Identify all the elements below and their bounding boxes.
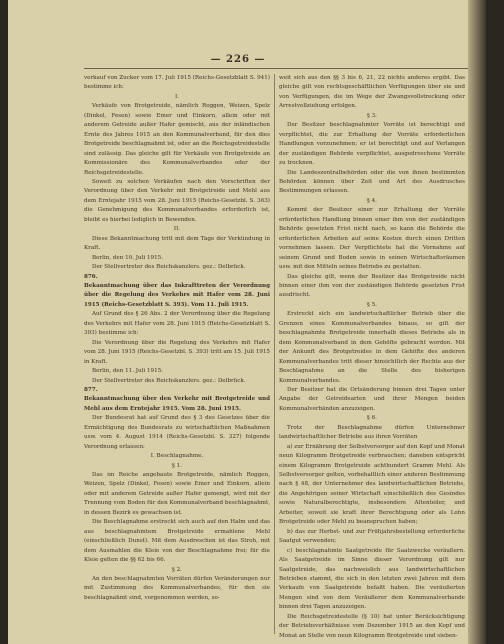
notice-title: Bekanntmachung über das Inkrafttreten der Verordnung über die Regelung des Verkehrs mit Hafer vom 28. Juni 1915 (Reichs-Gesetzblatt S. 393). Vom 11. Juli 1915. bbox=[84, 282, 270, 308]
paragraph: Erstreckt sich ein landwirtschaftlicher Betrieb über die Grenzen eines Kommunalverbandes hinaus, so gilt der beschlagnahmte Brotgetreide innerhalb dieses Betriebs als in dem Kommunalverband in dem Gehöfte gebracht worden. Mit der Ankunft des Brotgetreides in dem Gehöfte des anderen Kommunalverbandes tritt dieser hinsichtlich der Rechte aus der Beschlagnahme an die Stelle des bisherigen Kommunalverbandes. bbox=[279, 311, 465, 384]
paragraph: Trotz der Beschlagnahme dürfen Unternehmer landwirtschaftlicher Betriebe aus ihren Vorräten bbox=[279, 424, 465, 441]
paragraph: verkauf von Zucker vom 17. Juli 1915 (Reichs-Gesetzblatt S. 941) bestimme ich: bbox=[84, 75, 270, 91]
header-rule bbox=[84, 68, 468, 69]
paragraph: Der Besitzer hat die Ortsänderung binnen drei Tagen unter Angabe der Getreidearten und ihrer Mengen beiden Kommunalverbänden anzuzeigen. bbox=[279, 386, 465, 412]
paragraph: Das gleiche gilt, wenn der Besitzer das Brotgetreide nicht binnen einer ihm von der zuständigen Behörde gesetzten Frist ausdrischt. bbox=[279, 273, 465, 299]
column-separator bbox=[274, 74, 275, 634]
section-number: § 6. bbox=[367, 415, 377, 422]
left-column bbox=[84, 74, 270, 603]
paragraph: Die Reichsgetreidestelle (§ 10) hat unter Berücksichtigung der Betriebsverhältnisse vom Dezember 1915 an den Kopf und Monat an Stelle von neun Kilogramm Brotgetreide und sieben- bbox=[279, 613, 465, 639]
paragraph: Auf Grund des § 26 Abs. 2 der Verordnung über die Regelung des Verkehrs mit Hafer vom 28. Juni 1915 (Reichs-Gesetzblatt S. 393) bestimme ich: bbox=[84, 311, 270, 337]
paragraph: Das im Reiche angebaute Brotgetreide, nämlich Roggen, Weizen, Spelz (Dinkel, Fesen) sowie Emer und Einkorn, allein oder mit anderem Getreide außer Hafer gemengt, wird mit der Trennung vom Boden für den Kommunalverband beschlagnahmt, in dessen Bezirk es gewachsen ist. bbox=[84, 472, 270, 516]
right-column bbox=[279, 74, 465, 641]
paragraph: Verkäufe von Brotgetreide, nämlich Roggen, Weizen, Spelz (Dinkel, Fesen) sowie Emer und Einkorn, allein oder mit anderem Getreide außer Hafer gemischt, aus der inländischen Ernte des Jahres 1915 an den Kommunalverband, für den dies Brotgetreide beschlagnahmt ist, oder an die Reichsgetreidestelle sind zulässig. Das gleiche gilt für Verkäufe von Brotgetreide an Kommissionäre des Kommunalverbandes oder der Reichsgetreidestelle. bbox=[84, 103, 270, 176]
paragraph: Der Bundesrat hat auf Grund des § 3 des Gesetzes über die Ermächtigung des Bundesrats zu wirtschaftlichen Maßnahmen usw. vom 4. August 1914 (Reichs-Gesetzbl. S. 327) folgende Verordnung erlassen: bbox=[84, 415, 270, 450]
paragraph: weit sich aus den §§ 3 bis 6, 21, 22 nichts anderes ergibt. Das gleiche gilt von rechtsgeschäftlichen Verfügungen über sie und von Verfügungen, die im Wege der Zwangsvollstreckung oder Arrestvollziehung erfolgen. bbox=[279, 75, 465, 110]
list-item: b) das zur Herbst- und zur Frühjahrsbestellung erforderliche Saatgut verwenden; bbox=[279, 528, 465, 545]
paragraph: Diese Bekanntmachung tritt mit dem Tage der Verkündung in Kraft. bbox=[84, 235, 270, 252]
section-number: § 1. bbox=[172, 462, 182, 469]
section-number: § 3. bbox=[367, 112, 377, 119]
paragraph: Die Landeszentralbehörden oder die von ihnen bestimmten Behörden können über Zeit und Art des Ausdrusches Bestimmungen erlassen. bbox=[279, 169, 465, 195]
signature-line: Der Stellvertreter des Reichskanzlers. gez.: Delbrück. bbox=[92, 377, 246, 384]
roman-numeral: II. bbox=[173, 226, 181, 233]
paragraph: Die Beschlagnahme erstreckt sich auch auf den Halm und das aus beschlagnahmtem Brotgetreide ermahlene Mehl (einschließlich Dunst). Mit dem Ausdreschen ist das Stroh, mit dem Ausmahlen die Kleie von der Beschlagnahme frei; für die Kleie gelten die §§ 62 bis 66. bbox=[84, 519, 270, 564]
section-number: § 2. bbox=[172, 566, 182, 573]
date-line: Berlin, den 10. Juli 1915. bbox=[92, 254, 163, 261]
book-binding-edge bbox=[468, 0, 486, 644]
paragraph: Kommt der Besitzer einer zur Erhaltung der Vorräte erforderlichen Handlung binnen einer ihm von der zuständigen Behörde gesetzten Frist nicht nach, so kann die Behörde die erforderlichen Arbeiten auf seine Kosten durch einen Dritten vornehmen lassen. Der Verpflichtete hat die Vornahme auf seinem Grund und Boden sowie in seinen Wirtschaftsräumen usw. mit den Mitteln seines Betriebs zu gestatten. bbox=[279, 207, 465, 271]
roman-numeral: I. bbox=[175, 93, 179, 100]
paragraph: Die Verordnung über die Regelung des Verkehrs mit Hafer vom 28. Juni 1915 (Reichs-Gesetzbl. S. 393) tritt am 15. Juli 1915 in Kraft. bbox=[84, 339, 270, 365]
item-number: 876. bbox=[84, 273, 98, 280]
signature-line: Der Stellvertreter des Reichskanzlers. gez.: Delbrück. bbox=[92, 264, 246, 271]
document-page bbox=[8, 0, 486, 644]
list-item: c) beschlagnahmte Saatgetreide für Saatzwecke veräußern. Als Saatgetreide im Sinne dieser Verordnung gilt nur Saatgetreide, das nachweislich aus landwirtschaftlichen Betrieben stammt, die sich in den letzten zwei Jahren mit dem Verkaufe von Saatgetreide befaßt haben. Die veräußerten Mengen sind von dem Veräußerer dem Kommunalverbande binnen drei Tagen anzuzeigen. bbox=[279, 547, 465, 611]
page-number: — 226 — bbox=[210, 54, 266, 65]
date-line: Berlin, den 11. Juli 1915. bbox=[92, 368, 163, 375]
list-item: a) zur Ernährung der Selbstversorger auf den Kopf und Monat neun Kilogramm Brotgetreide verbrauchen; daneben entspricht einem Kilogramm Brotgetreide achthundert Gramm Mehl. Als Selbstversorger gelten, vorbehaltlich einer anderen Bestimmung nach § 48, der Unternehmer des landwirtschaftlichen Betriebs, die Angehörigen seiner Wirtschaft einschließlich des Gesindes sowie Naturalberechtigte, insbesondere Altenteiler, und Arbeiter, soweit sie kraft ihrer Berechtigung oder als Lohn Brotgetreide oder Mehl zu beanspruchen haben; bbox=[279, 443, 465, 526]
item-number: 877. bbox=[84, 386, 98, 393]
paragraph: Soweit zu solchen Verkäufen nach den Vorschriften der Verordnung über den Verkehr mit Brotgetreide und Mehl aus dem Erntejahr 1915 vom 28. Juni 1915 (Reichs-Gesetzbl. S. 363) die Genehmigung des Kommunalverbandes erforderlich ist, bleibt es hierbei lediglich in Bewenden. bbox=[84, 178, 270, 223]
section-heading: I. Beschlagnahme. bbox=[150, 453, 204, 460]
section-number: § 4. bbox=[367, 197, 377, 204]
paragraph: Der Besitzer beschlagnahmter Vorräte ist berechtigt und verpflichtet, die zur Erhaltung der Vorräte erforderlichen Handlungen vorzunehmen; er ist berechtigt und auf Verlangen der zuständigen Behörde verpflichtet, ausgedroschene Vorräte zu trocknen. bbox=[279, 122, 465, 167]
notice-title: Bekanntmachung über den Verkehr mit Brotgetreide und Mehl aus dem Erntejahr 1915. Vom 28. Juni 1915. bbox=[84, 396, 270, 412]
section-number: § 5. bbox=[367, 301, 377, 308]
paragraph: An den beschlagnahmten Vorräten dürfen Veränderungen nur mit Zustimmung des Kommunalverbandes, für den sie beschlagnahmt sind, vorgenommen werden, so- bbox=[84, 576, 270, 601]
